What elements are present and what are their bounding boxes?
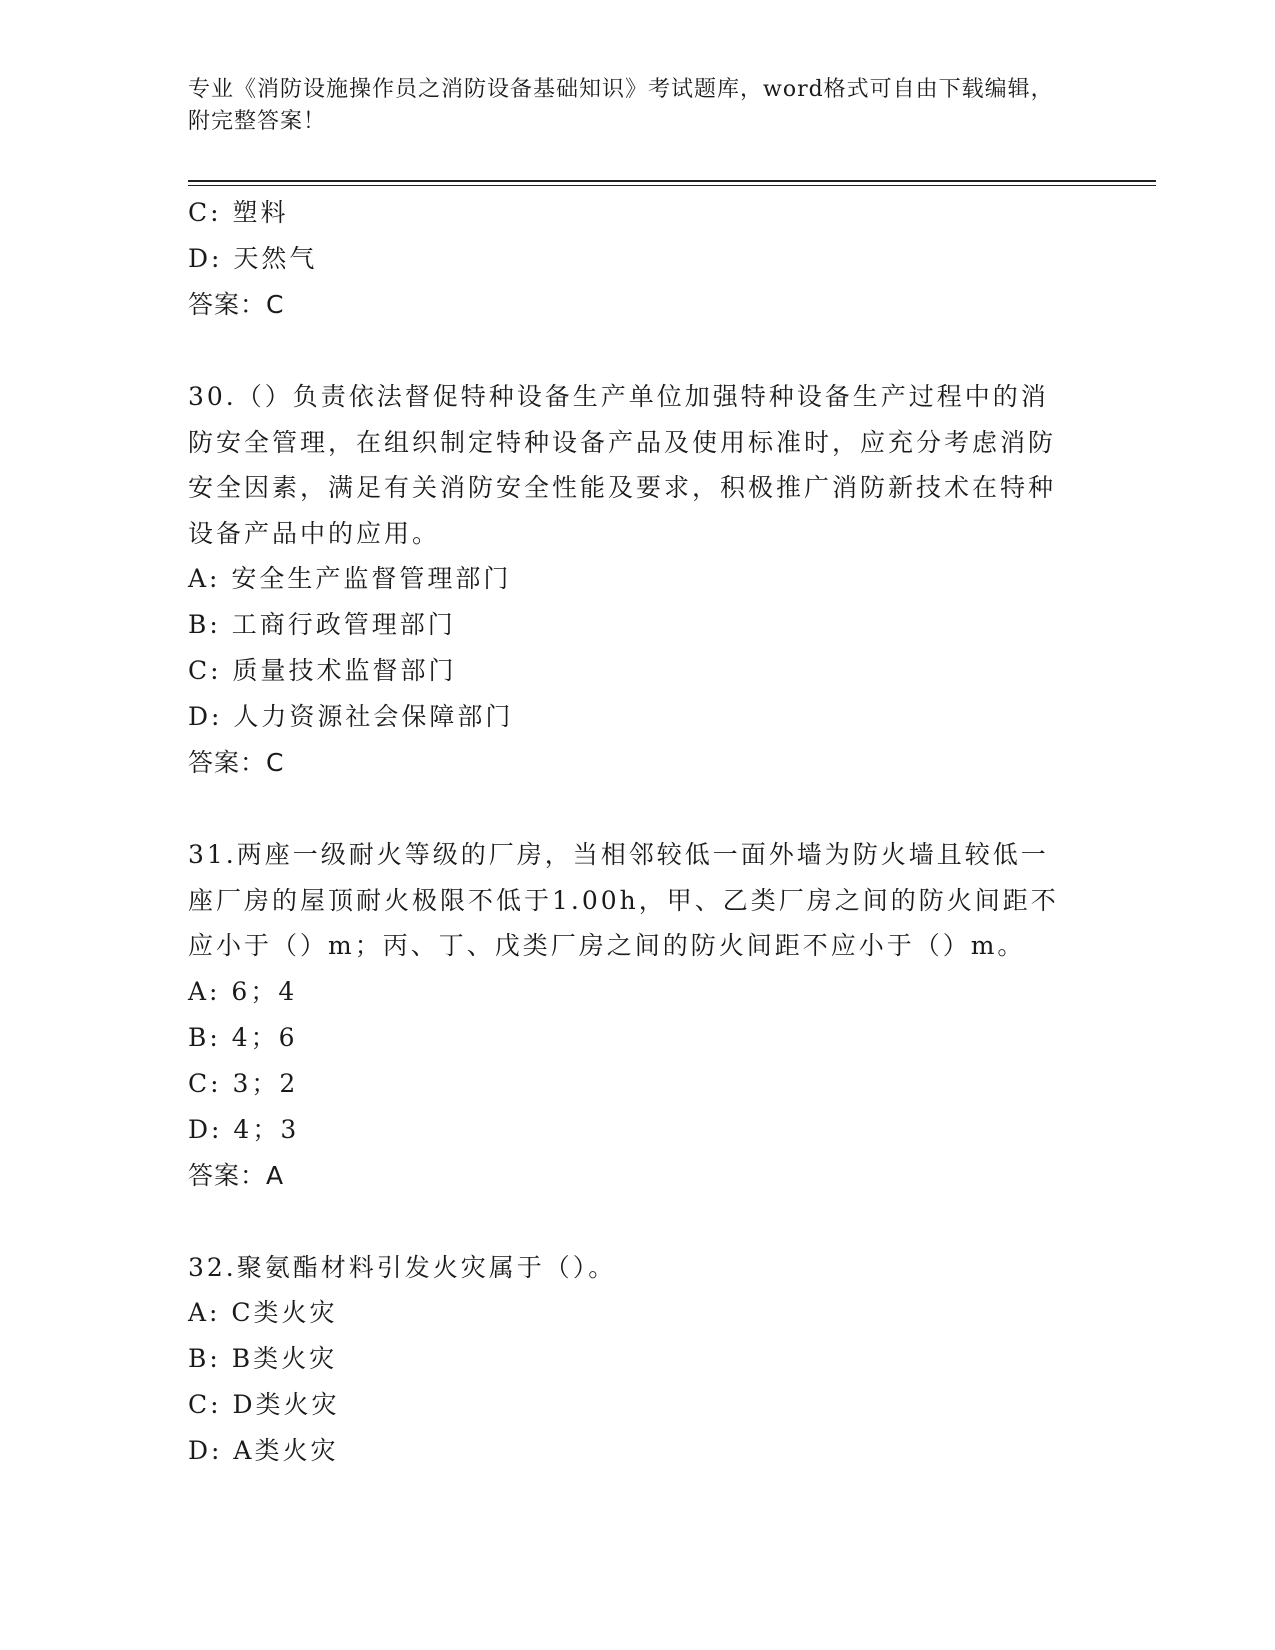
document-header: 专业《消防设施操作员之消防设备基础知识》考试题库，word格式可自由下载编辑，附完整答案！ xyxy=(188,77,1054,134)
question-stem: 31.两座一级耐火等级的厂房，当相邻较低一面外墙为防火墙且较低一座厂房的屋顶耐火极限不低于1.00h，甲、乙类厂房之间的防火间距不应小于（）m；丙、丁、戊类厂房之间的防火间距不应小于（）m。 xyxy=(188,840,1059,960)
option-c: C: 3；2 xyxy=(188,1068,299,1098)
header-rule-thin xyxy=(188,185,1156,186)
option-c: C: D类火灾 xyxy=(188,1390,340,1419)
question-30 xyxy=(188,374,1088,786)
option-b: B: 4；6 xyxy=(188,1022,298,1052)
option-a: A: 6；4 xyxy=(188,976,298,1006)
question-stem: 30.（）负责依法督促特种设备生产单位加强特种设备生产过程中的消防安全管理，在组织制定特种设备产品及使用标准时，应充分考虑消防安全因素，满足有关消防安全性能及要求，积极推广消防新技术在特种设备产品中的应用。 xyxy=(188,382,1057,548)
option-d: D: 天然气 xyxy=(188,244,318,273)
option-c: C: 塑料 xyxy=(188,198,289,227)
question-content xyxy=(188,190,1088,1474)
option-b: B: B类火灾 xyxy=(188,1344,338,1373)
answer-line: 答案：A xyxy=(188,1160,285,1190)
header-rule-thick xyxy=(188,180,1156,182)
option-c: C: 质量技术监督部门 xyxy=(188,656,457,685)
question-32 xyxy=(188,1245,1088,1475)
prev-question-tail xyxy=(188,190,1088,328)
option-d: D: 4；3 xyxy=(188,1114,300,1144)
question-31 xyxy=(188,832,1088,1199)
option-a: A: C类火灾 xyxy=(188,1298,338,1327)
option-b: B: 工商行政管理部门 xyxy=(188,610,456,639)
option-a: A: 安全生产监督管理部门 xyxy=(188,564,512,593)
question-stem: 32.聚氨酯材料引发火灾属于（）。 xyxy=(188,1252,617,1282)
option-d: D: A类火灾 xyxy=(188,1436,339,1465)
answer-line: 答案：C xyxy=(188,748,285,777)
answer-line: 答案：C xyxy=(188,290,285,319)
option-d: D: 人力资源社会保障部门 xyxy=(188,702,514,731)
